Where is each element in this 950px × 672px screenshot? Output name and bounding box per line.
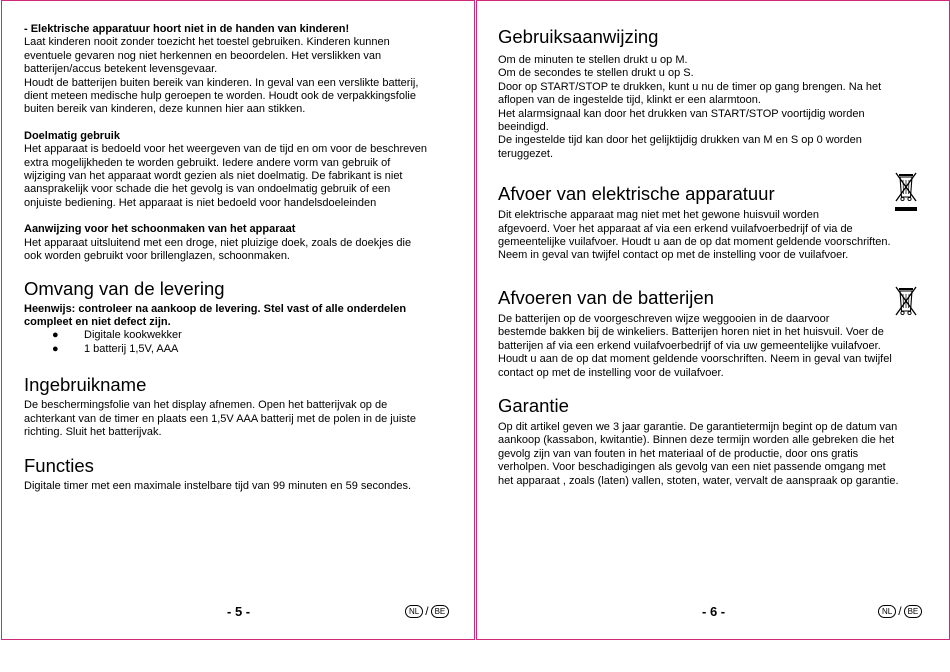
batteries-line: De batterijen op de voorgeschreven wijze weggooien in de daarvoor — [498, 312, 830, 325]
kids-warning-line: batterijen/accus betekent levensgevaar. — [24, 63, 218, 76]
country-badge-be: BE — [904, 605, 923, 618]
kids-warning-line: Laat kinderen nooit zonder toezicht het toestel gebruiken. Kinderen kunnen — [24, 36, 390, 49]
warranty-line: verholpen. Voor beschadigingen als gevolg van een niet passende omgang met — [498, 461, 886, 474]
disposal-line: Neem in geval van twijfel contact op met de instelling voor de vuilafvoer. — [498, 249, 849, 262]
batteries-line: batterijen af via een erkend vuilafvoerbedrijf of via uw gemeentelijke vuilafvoer. — [498, 339, 881, 352]
kids-warning-heading: - Elektrische apparatuur hoort niet in de handen van kinderen! — [24, 23, 350, 35]
delivery-title: Omvang van de levering — [24, 277, 225, 299]
batteries-title: Afvoeren van de batterijen — [498, 286, 714, 308]
intended-use-line: aansprakelijk voor schade die het gevolg is van ondoelmatig gebruik of een — [24, 183, 391, 196]
startup-line: richting. Sluit het batterijvak. — [24, 425, 162, 438]
intended-use-line: wijziging van het apparaat wordt gezien als niet doelmatig. De fabrikant is niet — [24, 170, 403, 183]
kids-warning-line: buiten bereik van kinderen, deze kunnen hier aan stikken. — [24, 103, 306, 116]
startup-line: De beschermingsfolie van het display afnemen. Open het batterijvak op de — [24, 399, 388, 412]
delivery-list — [24, 329, 460, 356]
page-5 — [1, 0, 475, 640]
intended-use-heading: Doelmatig gebruik — [24, 129, 120, 142]
manual-line: Om de minuten te stellen drukt u op M. — [498, 54, 688, 66]
cleaning-heading: Aanwijzing voor het schoonmaken van het apparaat — [24, 223, 296, 236]
manual-line: beeindigd. — [498, 121, 549, 134]
manual-line: aflopen van de ingestelde tijd, klinkt er een alarmtoon. — [498, 94, 761, 107]
kids-warning-line: Houdt de batterijen buiten bereik van kinderen. In geval van een verslikte batterij, — [24, 76, 419, 89]
manual-line: De ingestelde tijd kan door het gelijktijdig drukken van M en S op 0 worden — [498, 134, 862, 147]
startup-line: achterkant van de timer en plaats een 1,5V AAA batterij met de polen in de juiste — [24, 412, 416, 425]
warranty-section — [498, 395, 934, 488]
list-item-label: 1 batterij 1,5V, AAA — [84, 342, 179, 355]
right-column — [498, 26, 934, 488]
batteries-section — [498, 287, 934, 380]
warranty-line: gevolg zijn van van fouten in het materiaal of de productie, door ons gratis — [498, 447, 859, 460]
warranty-title: Garantie — [498, 394, 569, 416]
country-badge-nl: NL — [878, 605, 896, 618]
page-number: - 6 - — [702, 604, 726, 619]
intended-use-line: extra mogelijkheden te worden gebruikt. Iedere andere vorm van gebruik of — [24, 156, 391, 169]
crossed-out-wheelie-bin-icon — [894, 170, 918, 214]
intended-use-line: onjuiste bediening. Het apparaat is niet bedoeld voor handelsdoeleinden — [24, 196, 377, 209]
disposal-line: Dit elektrische apparaat mag niet met het gewone huisvuil worden — [498, 209, 820, 222]
manual-line: Om de secondes te stellen drukt u op S. — [498, 67, 694, 80]
manual-line: Het alarmsignaal kan door het drukken van START/STOP voortijdig worden — [498, 107, 865, 120]
kids-warning-line: dient meteen medische hulp geroepen te worden. Houdt ook de verpakkingsfolie — [24, 90, 416, 103]
manual-line: Door op START/STOP te drukken, kunt u nu de timer op gang brengen. Na het — [498, 80, 882, 93]
bullet-icon: ● — [52, 342, 59, 355]
warranty-line: aankoop (kassabon, kwitantie). Binnen deze termijn worden alle gebreken die het — [498, 434, 895, 447]
bullet-icon: ● — [52, 329, 59, 342]
manual-title: Gebruiksaanwijzing — [498, 26, 659, 47]
disposal-line: gemeentelijke vuilafvoer. Houdt u aan de op dat moment geldende voorschriften. — [498, 236, 891, 249]
page-number: - 5 - — [227, 604, 251, 619]
disposal-title: Afvoer van elektrische apparatuur — [498, 183, 775, 205]
cleaning-line: Het apparaat uitsluitend met een droge, niet pluizige doek, zoals de doekjes die — [24, 236, 412, 249]
disposal-section — [498, 183, 934, 263]
manual-line: teruggezet. — [498, 147, 554, 160]
warranty-line: het apparaat , zoals (laten) vallen, stoten, water, vervalt de aanspraak op garantie. — [498, 474, 899, 487]
warranty-line: Op dit artikel geven we 3 jaar garantie. De garantietermijn begint op de datum van — [498, 420, 898, 433]
list-item — [24, 343, 460, 356]
crossed-out-wheelie-bin-icon — [894, 284, 918, 318]
functions-line: Digitale timer met een maximale instelbare tijd van 99 minuten en 59 secondes. — [24, 480, 412, 493]
country-flags: NL / BE — [405, 604, 449, 618]
list-item-label: Digitale kookwekker — [84, 329, 182, 342]
intended-use-line: Het apparaat is bedoeld voor het weergeven van de tijd en om voor de beschreven — [24, 143, 427, 156]
list-item — [24, 329, 460, 342]
batteries-line: Houdt u aan de op dat moment geldende voorschriften. Neem in geval van twijfel — [498, 353, 892, 366]
page-6 — [476, 0, 950, 640]
batteries-line: bestemde bakken bij de winkeliers. Batterijen horen niet in het huisvuil. Voer de — [498, 326, 884, 339]
startup-title: Ingebruikname — [24, 374, 147, 396]
country-flags: NL / BE — [878, 604, 922, 618]
country-badge-be: BE — [431, 605, 450, 618]
batteries-line: contact op met de instelling voor de vuilafvoer. — [498, 366, 724, 379]
functions-title: Functies — [24, 455, 94, 477]
delivery-note-line: compleet en niet defect zijn. — [24, 315, 171, 328]
disposal-line: afgevoerd. Voer het apparaat af via een erkend vuilafvoerbedrijf of via de — [498, 222, 853, 235]
kids-warning-line: eventuele gevaren nog niet herkennen en beoordelen. Het verslikken van — [24, 49, 382, 62]
delivery-note-line: Heenwijs: controleer na aankoop de levering. Stel vast of alle onderdelen — [24, 302, 407, 315]
cleaning-line: ook worden gebruikt voor brillenglazen, schoonmaken. — [24, 250, 290, 263]
left-column — [24, 23, 460, 494]
country-badge-nl: NL — [405, 605, 423, 618]
